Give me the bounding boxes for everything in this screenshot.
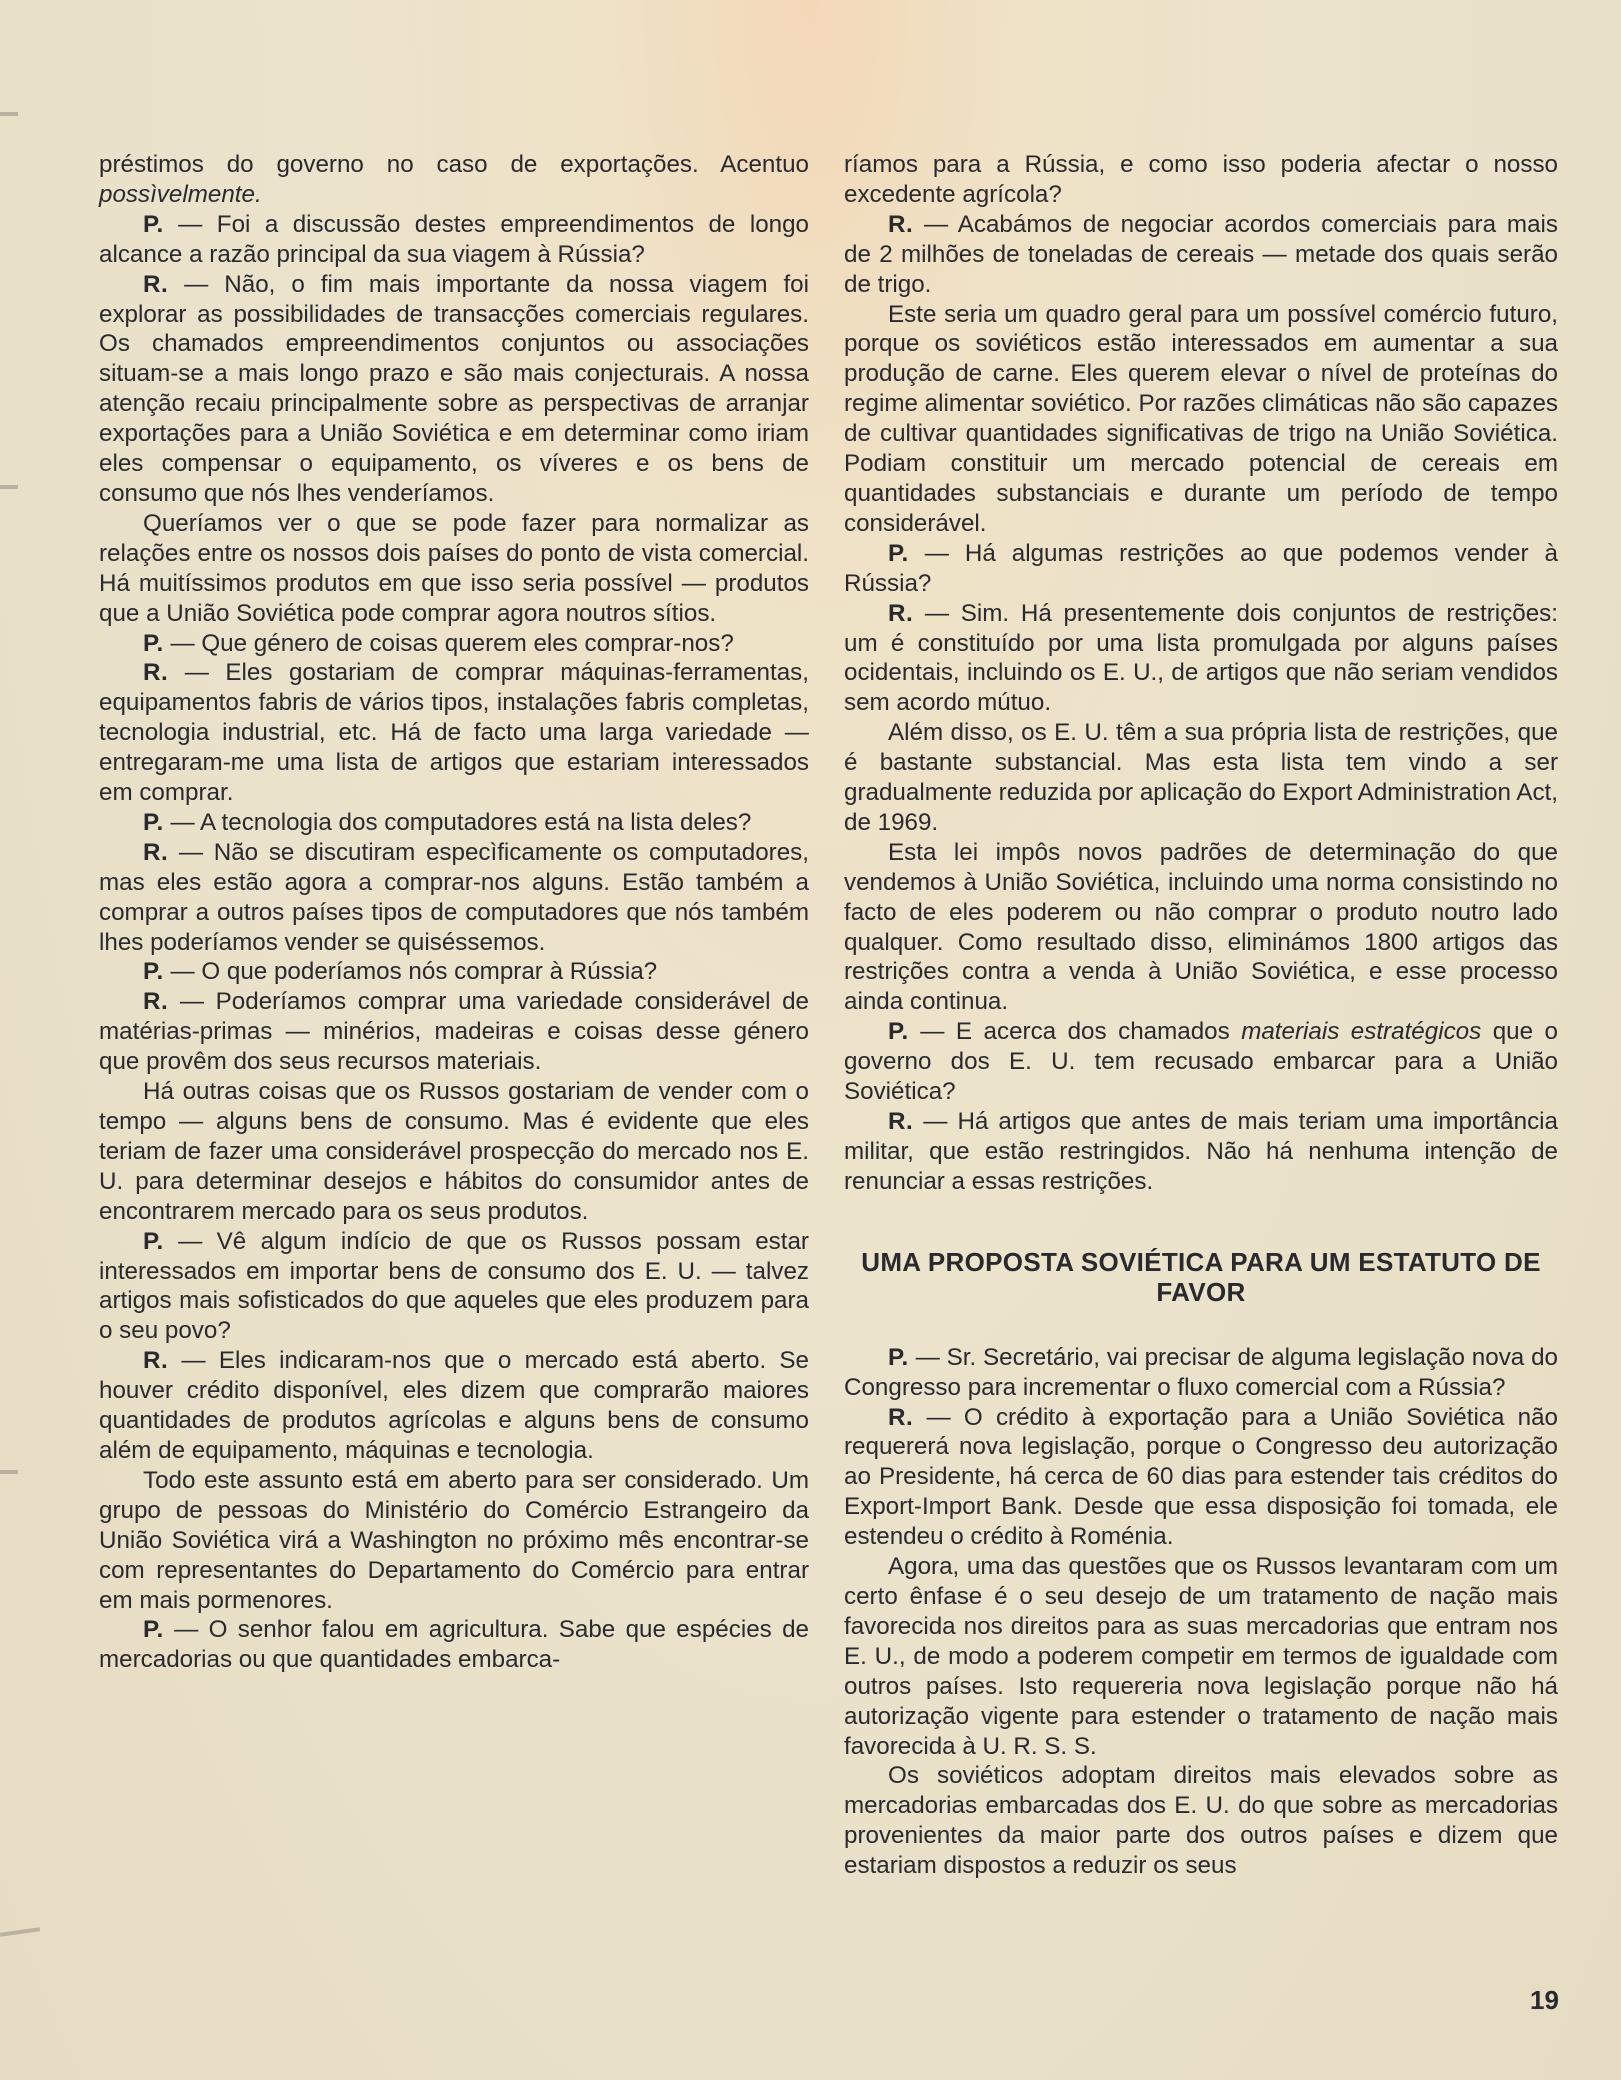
answer-label: R. [143,838,169,866]
paragraph-text: Há outras coisas que os Russos gostariam de vender com o tempo — alguns bens de consumo. Mas é evidente que eles teriam de fazer uma considerável prospecção do mercado nos E. U. para determinar desejos e hábitos do consumidor antes de encontrarem mercado para os seus produtos. [99,1078,809,1225]
answer-label: R. [888,1108,914,1135]
paragraph-text: Todo este assunto está em aberto para ser considerado. Um grupo de pessoas do Ministério do Comércio Estrangeiro da União Soviética virá a Washington no próximo mês encontrar-se com representantes do Departamento do Comércio para entrar em mais pormenores. [99,1466,809,1614]
page-number: 19 [1530,1985,1559,2015]
question-label: P. [888,1018,909,1046]
question-label: P. [888,539,909,567]
paragraph [844,150,1558,210]
answer-label: R. [143,659,169,687]
paragraph [99,957,809,987]
paragraph [844,838,1558,1017]
paragraph [844,1403,1558,1553]
paragraph-text: — Não, o fim mais importante da nossa viagem foi explorar as possibilidades de transacções comerciais regulares. Os chamados empreendimentos conjuntos ou associações situam-se a mais longo prazo e são mais conjecturais. A nossa atenção recaiu principalmente sobre as perspectivas de arranjar exportações para a União Soviética e em determinar como iriam eles compensar o equipamento, os víveres e os bens de consumo que nós lhes venderíamos. [99,270,809,507]
paragraph [99,1466,809,1616]
paragraph-text-continued: que o governo dos E. U. tem recusado embarcar para a União Soviética? [844,1018,1559,1106]
paragraph-text: — Há algumas restrições ao que podemos vender à Rússia? [844,539,1558,597]
right-column [844,150,1558,1881]
answer-label: R. [143,1347,169,1375]
paragraph [99,210,809,270]
paragraph [99,270,809,509]
paragraph [99,1227,809,1347]
paragraph [844,210,1558,300]
paragraph-text: — Eles indicaram-nos que o mercado está aberto. Se houver crédito disponível, eles dizem que comprarão maiores quantidades de produtos agrícolas e alguns bens de consumo além de equipamento, máquinas e tecnologia. [99,1347,809,1464]
paragraph-text: préstimos do governo no caso de exportações. Acentuo [99,151,809,178]
paragraph-text: — Que género de coisas querem eles comprar-nos? [163,629,734,657]
answer-label: R. [143,270,169,298]
paragraph-text: — Acabámos de negociar acordos comerciais para mais de 2 milhões de toneladas de cereais — metade dos quais serão de trigo. [844,210,1558,298]
paragraph [844,1343,1558,1403]
paragraph-text: — Não se discutiram especìficamente os computadores, mas eles estão agora a comprar-nos alguns. Estão também a comprar a outros países tipos de computadores que nós também lhes poderíamos vender se quiséssemos. [99,838,809,956]
paragraph [844,539,1558,599]
answer-label: R. [143,988,169,1016]
paragraph-text: Agora, uma das questões que os Russos levantaram com um certo ênfase é o seu desejo de um tratamento de nação mais favorecida nos direitos para as suas mercadorias que entram nos E. U., de modo a poderem competir em termos de igualdade com outros países. Isto requereria nova legislação porque não há autorização vigente para estender o tratamento de nação mais favorecida à U. R. S. S. [844,1553,1558,1760]
right-column-bottom [844,1343,1558,1881]
edge-mark [0,112,18,116]
paragraph-text: — O que poderíamos nós comprar à Rússia? [163,958,658,986]
paragraph-text: — E acerca dos chamados [908,1018,1242,1046]
right-column-top [844,150,1558,1197]
paragraph-text: Esta lei impôs novos padrões de determinação do que vendemos à União Soviética, incluindo uma norma consistindo no facto de eles poderem ou não comprar o produto noutro lado qualquer. Como resultado disso, eliminámos 1800 artigos das restrições contra a venda à União Soviética, e esse processo ainda continua. [844,838,1558,1016]
question-label: P. [143,958,164,986]
paragraph-text: Este seria um quadro geral para um possível comércio futuro, porque os soviéticos estão interessados em aumentar a sua produção de carne. Eles querem elevar o nível de proteínas do regime alimentar soviético. Por razões climáticas não são capazes de cultivar quantidades significativas de trigo na União Soviética. Podiam constituir um mercado potencial de cereais em quantidades substanciais e durante um período de tempo considerável. [844,300,1558,537]
question-label: P. [143,808,164,836]
paragraph-text: — Sim. Há presentemente dois conjuntos de restrições: um é constituído por uma lista promulgada por alguns países ocidentais, incluindo os E. U., de artigos que não seriam vendidos sem acordo mútuo. [844,599,1558,717]
section-heading: UMA PROPOSTA SOVIÉTICA PARA UM ESTATUTO DE FAVOR [861,1246,1541,1307]
paragraph [99,1346,809,1466]
answer-label: R. [888,210,914,238]
paragraph [844,300,1558,539]
paragraph-text: — Eles gostariam de comprar máquinas-ferramentas, equipamentos fabris de vários tipos, instalações fabris completas, tecnologia industrial, etc. Há de facto uma larga variedade — entregaram-me uma lista de artigos que estariam interessados em comprar. [99,659,809,807]
paragraph [99,150,809,210]
paragraph [99,987,809,1077]
paragraph-text: ríamos para a Rússia, e como isso poderia afectar o nosso excedente agrícola? [844,151,1558,208]
paragraph [844,1761,1558,1881]
paragraph-text: Os soviéticos adoptam direitos mais elevados sobre as mercadorias embarcadas dos E. U. do que sobre as mercadorias provenientes da maior parte dos outros países e dizem que estariam dispostos a reduzir os seus [844,1762,1558,1880]
paragraph-text: — O crédito à exportação para a União Soviética não requererá nova legislação, porque o Congresso deu autorização ao Presidente, há cerca de 60 dias para estender tais créditos do Export-Import Bank. Desde que essa disposição foi tomada, ele estendeu o crédito à Roménia. [844,1403,1558,1551]
answer-label: R. [888,599,914,627]
paragraph-text: — Vê algum indício de que os Russos possam estar interessados em importar bens de consumo dos E. U. — talvez artigos mais sofisticados do que aqueles que eles produzem para o seu povo? [99,1227,809,1345]
paragraph [99,1615,809,1675]
edge-mark [0,1927,40,1937]
paragraph [844,599,1558,719]
emphasized-text: possìvelmente. [99,180,262,208]
answer-label: R. [888,1403,914,1431]
question-label: P. [143,210,164,238]
paragraph [99,838,809,958]
paragraph-text: — Foi a discussão destes empreendimentos de longo alcance a razão principal da sua viagem à Rússia? [99,210,809,268]
paragraph-text: — Há artigos que antes de mais teriam uma importância militar, que estão restringidos. Não há nenhuma intenção de renunciar a essas restrições. [844,1108,1558,1195]
paragraph [844,1552,1558,1761]
question-label: P. [888,1343,909,1371]
paragraph [99,629,809,659]
paragraph [844,718,1558,838]
paragraph-text: — Sr. Secretário, vai precisar de alguma legislação nova do Congresso para incrementar o fluxo comercial com a Rússia? [844,1343,1558,1401]
paragraph [99,808,809,838]
edge-mark [0,485,18,489]
question-label: P. [143,1227,164,1255]
paragraph [99,509,809,629]
question-label: P. [143,629,164,657]
edge-mark [0,1470,18,1474]
paragraph [99,658,809,808]
paragraph [844,1107,1558,1197]
emphasized-text: materiais estratégicos [1241,1018,1482,1046]
paragraph [844,1017,1558,1107]
question-label: P. [143,1616,164,1644]
paragraph-text: Além disso, os E. U. têm a sua própria lista de restrições, que é bastante substancial. Mas esta lista tem vindo a ser gradualmente reduzida por aplicação do Export Administration Act, de 1969. [844,719,1558,836]
paragraph-text: — O senhor falou em agricultura. Sabe que espécies de mercadorias ou que quantidades embarca- [99,1616,809,1674]
paragraph [99,1077,809,1227]
paragraph-text: — A tecnologia dos computadores está na lista deles? [163,808,752,836]
left-column [99,150,809,1675]
paragraph-text: — Poderíamos comprar uma variedade considerável de matérias-primas — minérios, madeiras e coisas desse género que provêm dos seus recursos materiais. [99,988,809,1076]
paragraph-text: Queríamos ver o que se pode fazer para normalizar as relações entre os nossos dois países do ponto de vista comercial. Há muitíssimos produtos em que isso seria possível — produtos que a União Soviética pode comprar agora noutros sítios. [99,509,809,627]
